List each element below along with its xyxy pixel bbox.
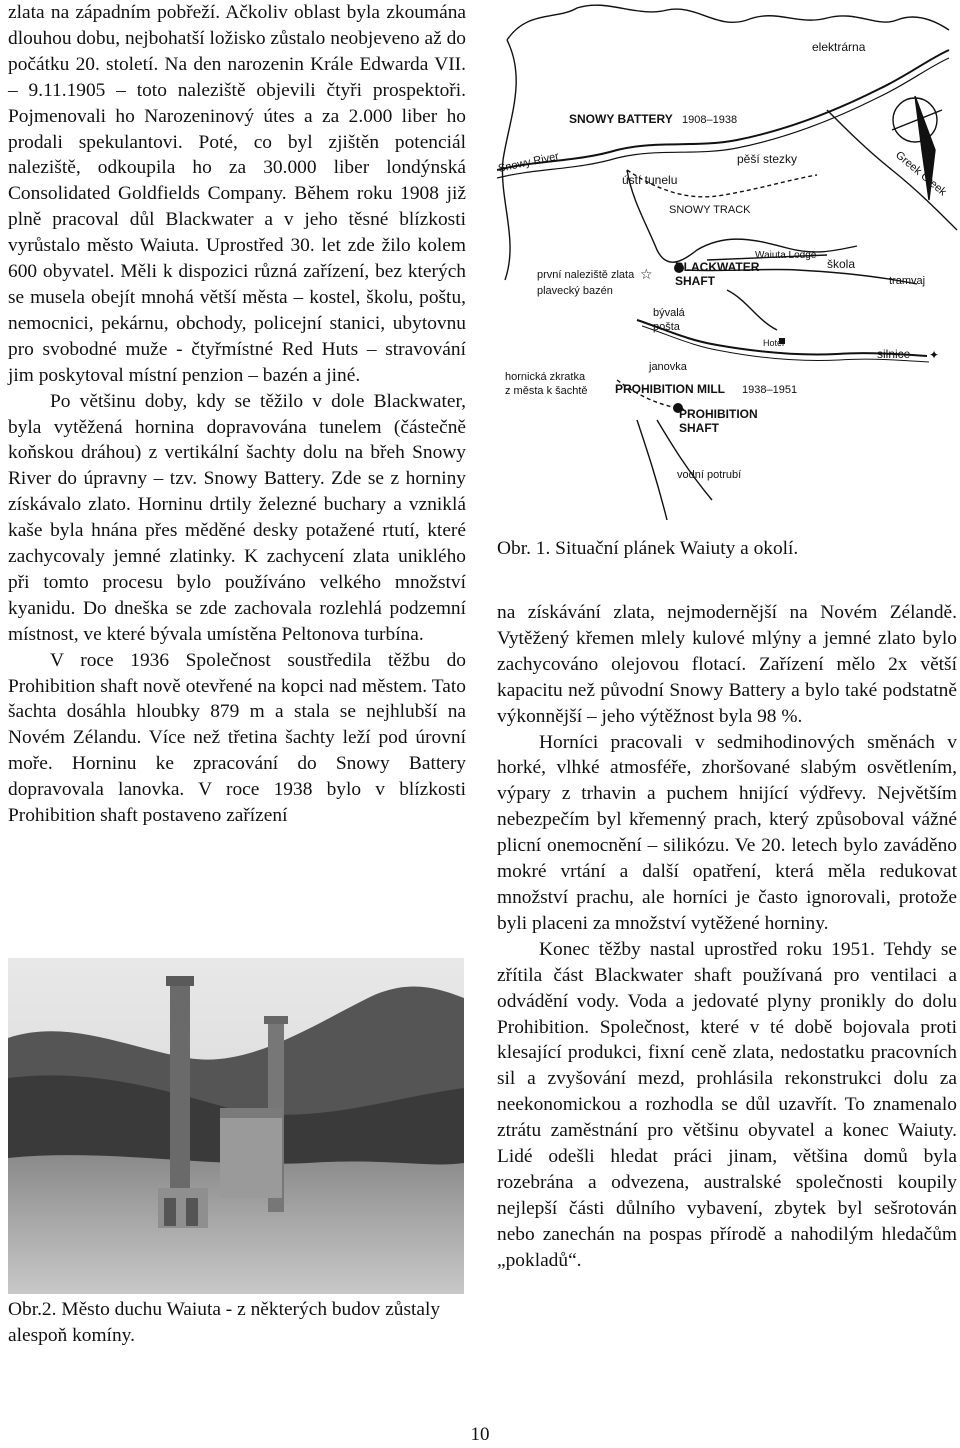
paragraph: na získávání zlata, nejmodernější na Novém Zélandě. Vytěžený křemen mlely kulové mlýny a jemné zlato bylo zachycováno olejovou flotací. Zařízení mělo 2x větší kapacitu než původní Snowy Battery a bylo také podstatně výkonnější – jeho výtěžnost byla 98 %.: [497, 602, 957, 727]
map-label: SHAFT: [679, 421, 719, 435]
snowy-river-line: [497, 50, 949, 170]
map-label: bývalá: [653, 307, 685, 319]
map-label: škola: [827, 257, 856, 271]
map-label: 1938–1951: [742, 384, 798, 396]
terrain-outline: [507, 5, 949, 40]
greek-creek-line: [827, 110, 957, 230]
ghost-town-photo: [8, 958, 464, 1294]
map-label: PROHIBITION: [679, 407, 758, 421]
map-label: PROHIBITION MILL: [615, 382, 725, 396]
paragraph: Horníci pracovali v sedmihodinových směnách v horké, vlhké atmosféře, zhoršované slabým osvětlením, výpary z trhavin a puchem hnijící výdřevy. Největším nebezpečím byl křemenný prach, který způsoboval vážné plicní onemocnění – silikózu. Ve 20. letech bylo zaváděno mokré vrtání a další opatření, která měla redukovat množství prachu, ale horníci je často ignorovali, protože byli placeni za množství vytěžené horniny.: [497, 731, 957, 934]
map-label: ústí tunelu: [622, 173, 678, 187]
chimney: [170, 982, 190, 1212]
map-label: tramvaj: [889, 275, 926, 287]
arrow-icon: ✦: [929, 348, 940, 362]
map-caption: Obr. 1. Situační plánek Waiuty a okolí.: [497, 538, 799, 559]
paragraph: zlata na západním pobřeží. Ačkoliv oblast byla zkoumána dlouhou dobu, nejbohatší ložisko zůstalo neobjeveno až do počátku 20. století. Na den narozenin Krále Edwarda VII. – 9.11.1905 – toto naleziště objevili čtyři prospektoři. Pojmenovali ho Narozeninový útes a za 2.000 liber ho prodali spekulantovi. Poté, co byl zjištěn potenciál naleziště, odkoupila ho za 30.000 liber londýnská Consolidated Goldfields Company. Během roku 1908 již plně pracoval důl Blackwater a v jeho těsné blízkosti vyrůstalo město Waiuta. Uprostřed 30. let zde žilo kolem 600 obyvatel. Měli k dispozici různá zařízení, bez kterých se musela obejít mnohá větší města – kostel, školu, poštu, nemocnici, pekárnu, obchody, policejní stanici, ubytovnu pro svobodné muže - čtyřmístné Red Huts – stravování jim poskytoval místní penzion – bazén a jiné.: [8, 2, 466, 386]
map-label: 1908–1938: [682, 114, 738, 126]
map-label: plavecký bazén: [537, 285, 613, 297]
left-text-column: [8, 0, 466, 829]
map-label: SHAFT: [675, 274, 715, 288]
paragraph: Konec těžby nastal uprostřed roku 1951. Tehdy se zřítila část Blackwater shaft používaná pro ventilaci a odvádění vody. Voda a jedovaté plyny pronikly do dolu Prohibition. Společnost, které v té době bojovala proti klesající produkci, fixní ceně zlata, nedostatku pracovních sil a zvyšování mezd, prohlásila rekonstrukci dolu za neekonomickou a rozhodla se důl uzavřít. To znamenalo ztrátu zaměstnání pro většinu obyvatel a konec Waiuty. Lidé odešli hledat práci jinam, většina domů byla rozebrána a odvezena, australské společnosti koupily nejlepší části důlního vybavení, zbytek byl sešrotován nebo zanechán na pospas přírodě a nahodilým hledačům „pokladů“.: [497, 938, 957, 1271]
trail-line: [637, 420, 667, 520]
map-label: vodní potrubí: [677, 469, 742, 481]
building-ruin: [220, 1108, 282, 1198]
right-text-column: [497, 600, 957, 1274]
map-label: Hotel: [763, 338, 785, 348]
map-label: SNOWY BATTERY: [569, 112, 673, 126]
map-label: Waiuta Lodge: [755, 250, 817, 261]
gold-find-star-icon: ☆: [640, 266, 653, 282]
map-label: silnice: [877, 347, 911, 361]
photo-caption: Obr.2. Město duchu Waiuta - z některých budov zůstaly alespoň komíny.: [8, 1299, 441, 1346]
foundation: [186, 1198, 198, 1226]
map-label: první naleziště zlata: [537, 269, 635, 281]
paragraph: V roce 1936 Společnost soustředila těžbu do Prohibition shaft nově otevřené na kopci nad městem. Tato šachta dosáhla hloubky 879 m a stala se nejhlubší na Novém Zélandu. Více než třetina šachty leží pod úrovní moře. Horninu ke zpracování do Snowy Battery dopravovala lanovka. V roce 1938 bylo v blízkosti Prohibition shaft postaveno zařízení: [8, 649, 466, 827]
building-ruin: [220, 1108, 282, 1118]
map-label: pěší stezky: [737, 152, 798, 166]
chimney: [264, 1016, 288, 1024]
chimney: [166, 976, 194, 986]
map-label: Snowy River: [497, 150, 561, 175]
map-label: z města k šachtě: [505, 385, 588, 397]
map-label: BLACKWATER: [675, 260, 760, 274]
situation-map: [497, 0, 959, 530]
map-label: Greek Creek: [893, 149, 949, 199]
street-line: [727, 290, 777, 330]
map-label: SNOWY TRACK: [669, 204, 751, 216]
map-label: elektrárna: [812, 40, 866, 54]
map-label: pošta: [653, 321, 680, 333]
foundation: [164, 1198, 176, 1226]
map-label: janovka: [649, 361, 687, 373]
page-number: 10: [470, 1424, 490, 1445]
map-label: hornická zkratka: [505, 371, 586, 383]
paragraph: Po většinu doby, kdy se těžilo v dole Blackwater, byla vytěžená hornina dopravována tunelem (částečně koňskou dráhou) z vertikální šachty dolu na břeh Snowy River do úpravny – tzv. Snowy Battery. Zde se z horniny získávalo zlato. Horninu drtily železné buchary a vzniklá kaše byla hnána přes měděné desky potažené rtutí, které zachycovaly jemné zlatinky. K zachycení zlata uniklého při tomto procesu bylo používáno velkého množství kyanidu. Do dneška se zde zachovala rozlehlá podzemní místnost, ve které bývala umístěna Peltonova turbína.: [8, 390, 466, 645]
